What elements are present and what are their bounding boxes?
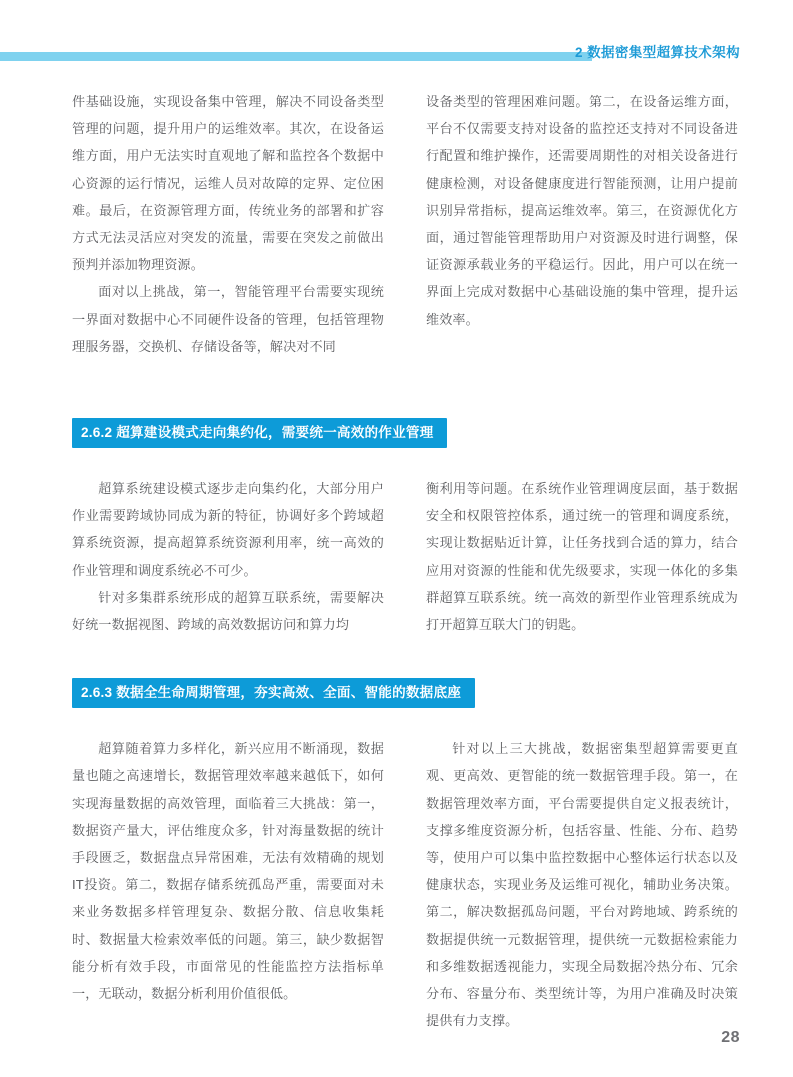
page-content xyxy=(72,88,738,1034)
two-column-layout xyxy=(72,735,738,1034)
continued-section xyxy=(72,88,738,360)
section-heading-wrap xyxy=(72,418,738,448)
paragraph: 设备类型的管理困难问题。第二，在设备运维方面，平台不仅需要支持对设备的监控还支持对不同设备进行配置和维护操作，还需要周期性的对相关设备进行健康检测，对设备健康度进行智能预测，让用户提前识别异常指标，提高运维效率。第三，在资源优化方面，通过智能管理帮助用户对资源及时进行调整，保证资源承载业务的平稳运行。因此，用户可以在统一界面上完成对数据中心基础设施的集中管理，提升运维效率。 xyxy=(426,94,738,327)
section-2-6-3 xyxy=(72,678,738,1034)
paragraph: 面对以上挑战，第一，智能管理平台需要实现统一界面对数据中心不同硬件设备的管理，包括管理物理服务器，交换机、存储设备等，解决对不同 xyxy=(72,284,384,354)
right-column xyxy=(426,475,738,638)
two-column-layout xyxy=(72,88,738,360)
header-rule-decoration xyxy=(0,52,592,61)
section-heading-2-6-3: 2.6.3 数据全生命周期管理，夯实高效、全面、智能的数据底座 xyxy=(72,678,475,708)
spacer xyxy=(72,638,738,678)
section-heading-wrap xyxy=(72,678,738,708)
paragraph: 针对多集群系统形成的超算互联系统，需要解决好统一数据视图、跨域的高效数据访问和算力均 xyxy=(72,589,384,633)
spacer xyxy=(72,708,738,735)
left-column xyxy=(72,88,384,360)
section-heading-2-6-2: 2.6.2 超算建设模式走向集约化，需要统一高效的作业管理 xyxy=(72,418,447,448)
section-2-6-2 xyxy=(72,418,738,638)
two-column-layout xyxy=(72,475,738,638)
right-column xyxy=(426,88,738,360)
paragraph: 针对以上三大挑战，数据密集型超算需要更直观、更高效、更智能的统一数据管理手段。第一，在数据管理效率方面，平台需要提供自定义报表统计，支撑多维度资源分析，包括容量、性能、分布、趋势等，使用户可以集中监控数据中心整体运行状态以及健康状态，实现业务及运维可视化，辅助业务决策。第二，解决数据孤岛问题，平台对跨地域、跨系统的数据提供统一元数据管理，提供统一元数据检索能力和多维数据透视能力，实现全局数据冷热分布、冗余分布、容量分布、类型统计等，为用户准确及时决策提供有力支撑。 xyxy=(426,741,738,1029)
paragraph: 件基础设施，实现设备集中管理，解决不同设备类型管理的问题，提升用户的运维效率。其次，在设备运维方面，用户无法实时直观地了解和监控各个数据中心资源的运行情况，运维人员对故障的定界、定位困难。最后，在资源管理方面，传统业务的部署和扩容方式无法灵活应对突发的流量，需要在突发之前做出预判并添加物理资源。 xyxy=(72,94,384,273)
chapter-title: 2 数据密集型超算技术架构 xyxy=(575,45,740,60)
paragraph: 衡利用等问题。在系统作业管理调度层面，基于数据安全和权限管控体系，通过统一的管理和调度系统，实现让数据贴近计算，让任务找到合适的算力，结合应用对资源的性能和优先级要求，实现一体化的多集群超算互联系统。统一高效的新型作业管理系统成为打开超算互联大门的钥匙。 xyxy=(426,481,738,633)
paragraph: 超算系统建设模式逐步走向集约化，大部分用户作业需要跨域协同成为新的特征，协调好多个跨域超算系统资源，提高超算系统资源利用率，统一高效的作业管理和调度系统必不可少。 xyxy=(72,481,384,578)
spacer xyxy=(72,360,738,418)
left-column xyxy=(72,475,384,638)
page-header xyxy=(0,0,793,72)
paragraph: 超算随着算力多样化，新兴应用不断涌现，数据量也随之高速增长，数据管理效率越来越低下，如何实现海量数据的高效管理，面临着三大挑战：第一，数据资产量大，评估维度众多，针对海量数据的统计手段匮乏，数据盘点异常困难，无法有效精确的规划IT投资。第二，数据存储系统孤岛严重，需要面对未来业务数据多样管理复杂、数据分散、信息收集耗时、数据量大检索效率低的问题。第三，缺少数据智能分析有效手段，市面常见的性能监控方法指标单一，无联动，数据分析利用价值很低。 xyxy=(72,741,384,1002)
page-number: 28 xyxy=(721,1029,740,1046)
right-column xyxy=(426,735,738,1034)
left-column xyxy=(72,735,384,1034)
spacer xyxy=(72,448,738,475)
